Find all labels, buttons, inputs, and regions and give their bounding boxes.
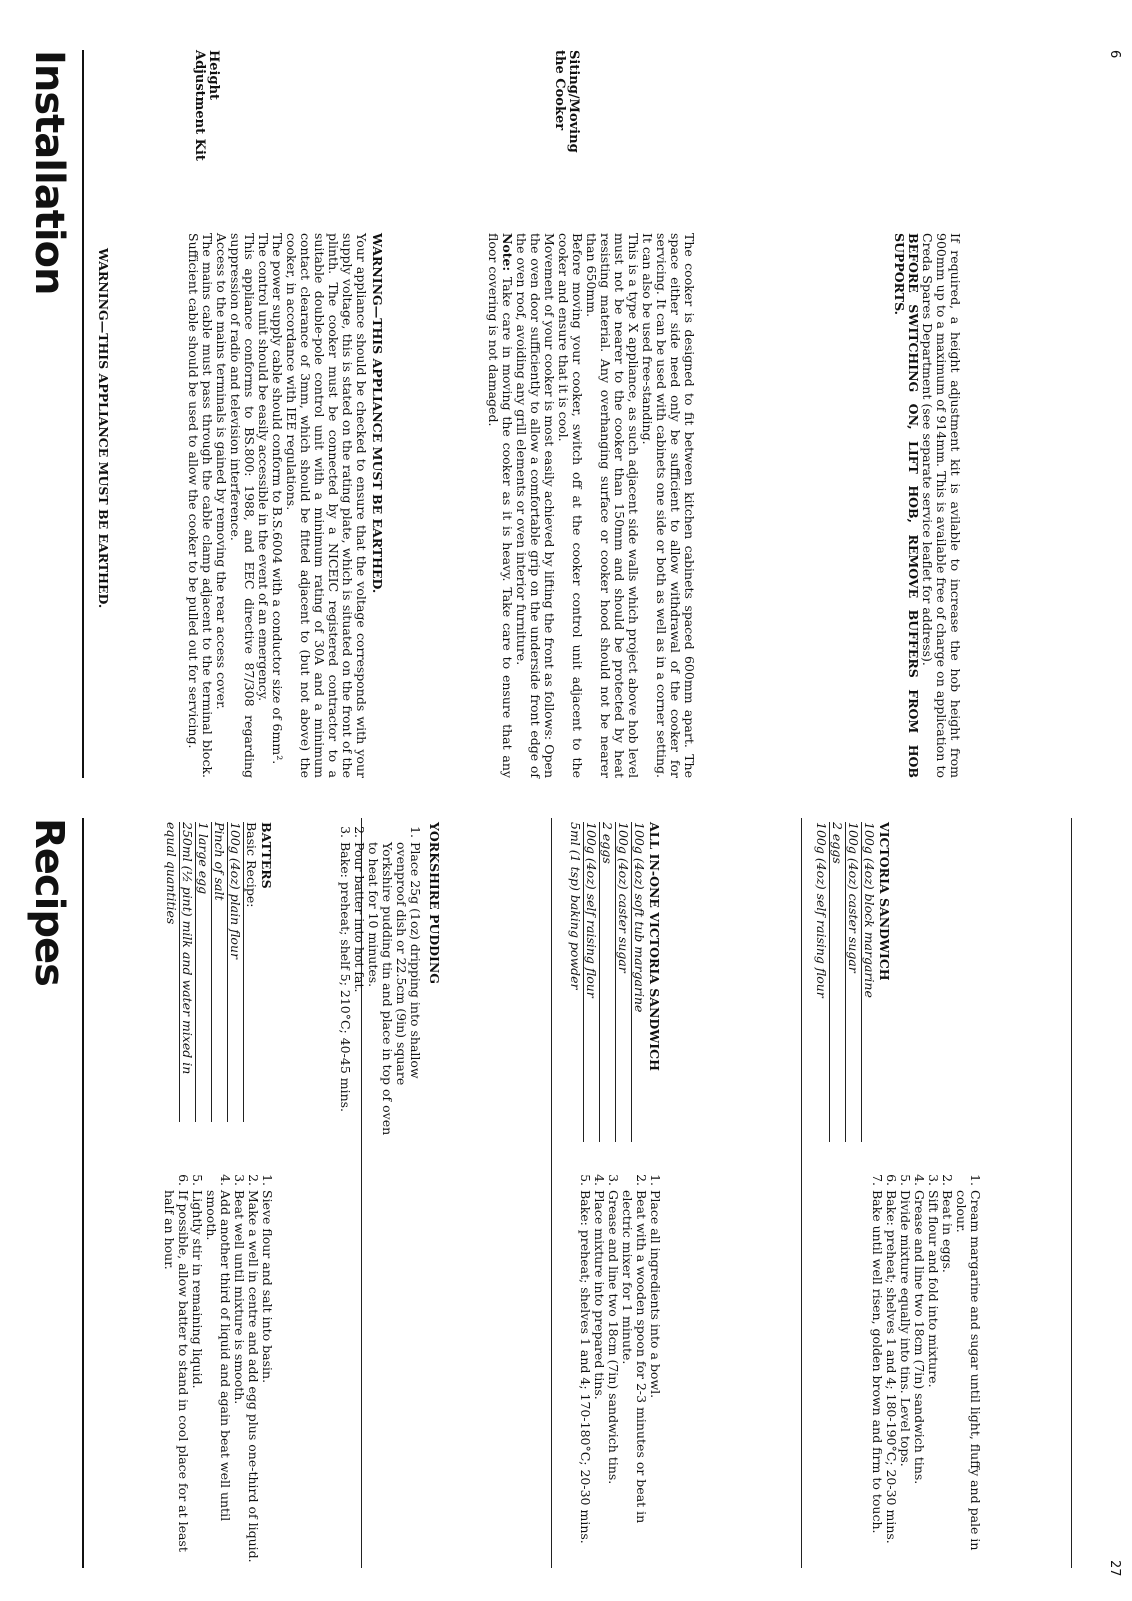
divider-bottom-right [1071, 818, 1072, 1568]
divider-yorkshire-allinone [551, 818, 552, 1568]
height-label [192, 50, 220, 161]
allinone-step: 4. Place mixture into prepared tins. [592, 1190, 606, 1570]
install-real [186, 233, 384, 778]
allinone-method [578, 1170, 662, 1570]
batters-ingredient-5: equal quantities [164, 822, 180, 1122]
allinone-step: 3. Grease and line two 18cm (7in) sandwich tins. [606, 1190, 620, 1570]
victoria-step: 4. Grease and line two 18cm (7in) sandwich tins. [912, 1190, 926, 1570]
batters-ingredient-3: 1 large egg [196, 822, 212, 1122]
siting-label-line1: Siting/Moving [566, 50, 581, 153]
access-paragraph: Access to the mains terminals is gained by removing the rear access cover. [214, 233, 229, 710]
siting-paragraph-3: Before moving your cooker, switch off at the cooker control unit adjacent to the cooker and ensure that it is cool. [556, 233, 585, 778]
victoria-step: 2. Beat in eggs. [940, 1190, 954, 1570]
siting-label-line2: the Cooker [552, 50, 567, 131]
recipes-title: Recipes [26, 818, 72, 986]
allinone-ingredient-5: 5ml (1 tsp) baking powder [568, 822, 584, 1142]
batters-ingredient-1: 100g (4oz) plain flour [228, 822, 244, 1122]
yorkshire-step: 1. Place 25g (1oz) dripping into shallow ovenproof dish or 22.5cm (9in) square Yorkshire pudding tin and place in top of oven to heat for 10 minutes. [366, 842, 422, 1142]
yorkshire-step: 3. Bake: preheat; shelf 5; 210°C; 40-45 mins. [338, 842, 352, 1142]
victoria-ingredient-4: 100g (4oz) self raising flour [814, 822, 830, 1142]
allinone-step: 1. Place all ingredients into a bowl. [648, 1190, 662, 1570]
batters-step: 3. Beat well until mixture is smooth. [232, 1190, 246, 1570]
voltage-paragraph: Your appliance should be checked to ensure that the voltage corresponds with your supply voltage, this is stated on the rating plate, which is situated on the front of the plinth. The cooker must be connected by a NICEIC registered contractor to a suitable double-pole control unit with a minimum rating of 30A and a minimum contact clearance of 3mm, which should be fitted adjacent to (but not above) the cooker, in accordance with IEE regulations. [284, 233, 369, 778]
yorkshire-method [338, 822, 422, 1142]
installation-title-rule [82, 50, 84, 778]
control-unit-paragraph: The control unit should be easily accessible in the event of an emergency. [256, 233, 271, 702]
batters-ingredient-2: Pinch of salt [212, 822, 228, 1122]
warning-line: WARNING—THIS APPLIANCE MUST BE EARTHED. [370, 233, 385, 594]
page-number-right: 27 [1107, 1560, 1122, 1577]
page-number-left: 6 [1107, 50, 1122, 59]
allinone-heading: ALL IN-ONE VICTORIA SANDWICH [647, 822, 662, 1071]
buffers-warning: BEFORE SWITCHING ON, LIFT HOB, REMOVE BUFFERS FROM HOB SUPPORTS. [892, 233, 921, 778]
power-cable-paragraph: The power supply cable should conform to B.S.6004 with a conductor size of 6mm². [270, 233, 285, 765]
allinone-step: 5. Bake: preheat; shelves 1 and 4; 170-180°C; 20-30 mins. [578, 1190, 592, 1570]
yorkshire-recipe [427, 822, 442, 1122]
height-paragraph: If required, a height adjustment kit is avilable to increase the hob height from 900mm up to a maximum of 914mm. This is available free of charge on application to Creda Spares Department (see separate service leaflet for address). [920, 233, 963, 778]
installation-title: Installation [26, 50, 72, 295]
batters-step: 6. If possible, allow batter to stand in cool place for at least half an hour. [162, 1190, 190, 1570]
victoria-ingredients [814, 822, 892, 1142]
victoria-step: 5. Divide mixture equally into tins. Level tops. [898, 1190, 912, 1570]
victoria-ingredient-2: 100g (4oz) caster sugar [846, 822, 862, 1142]
batters-ingredients [164, 822, 274, 1122]
allinone-ingredient-2: 100g (4oz) caster sugar [616, 822, 632, 1142]
batters-step: 4. Add another third of liquid and again beat well until smooth. [204, 1190, 232, 1570]
batters-method [162, 1170, 274, 1570]
siting-note [486, 233, 514, 778]
batters-sub: Basic Recipe: [244, 822, 259, 908]
victoria-step: 7. Bake until well risen, golden brown and firm to touch. [870, 1190, 884, 1570]
warning-heading: WARNING—THIS APPLIANCE MUST BE EARTHED. [96, 248, 111, 609]
victoria-heading: VICTORIA SANDWICH [877, 822, 892, 981]
batters-ingredient-4: 250ml (½ pint) milk and water mixed in [180, 822, 196, 1122]
recipes-title-rule [82, 818, 84, 1568]
height-section [892, 233, 962, 778]
victoria-ingredient-3: 2 eggs [830, 822, 846, 1142]
batters-step: 2. Make a well in centre and add egg plus one-third of liquid. [246, 1190, 260, 1570]
bs800-paragraph: This appliance conforms to BS.800: 1988, and EEC directive 87/308 regarding suppression of radio and television interference. [228, 233, 257, 778]
batters-heading: BATTERS [259, 822, 274, 889]
height-label-line1: Height [206, 50, 221, 101]
siting-paragraph-1: The cooker is designed to fit between kitchen cabinets spaced 600mm apart. The space either side need only be sufficient to allow withdrawal of the cooker for servicing. It can be used with cabinets one side or both as well as in a corner setting. It can also be used free-standing. [640, 233, 697, 778]
note-text: Take care in moving the cooker as it is heavy. Take care to ensure that any floor covering is not damaged. [486, 233, 515, 778]
victoria-step: 1. Cream margarine and sugar until light, fluffy and pale in colour. [954, 1190, 982, 1570]
divider-allinone-victoria [801, 818, 802, 1568]
batters-step: 1. Sieve flour and salt into basin. [260, 1190, 274, 1570]
note-label: Note: [500, 233, 515, 272]
victoria-method [870, 1170, 982, 1570]
victoria-ingredient-1: 100g (4oz) block margarine [862, 822, 877, 998]
victoria-step: 6. Bake: preheat; shelves 1 and 4; 180-190°C; 20-30 mins. [884, 1190, 898, 1570]
yorkshire-step: 2. Pour batter into hot fat. [352, 842, 366, 1142]
batters-step: 5. Lightly stir in remaining liquid. [190, 1190, 204, 1570]
mains-cable-paragraph: The mains cable must pass through the cable clamp adjacent to the terminal block. Sufficient cable should be used to allow the cooker to be pulled out for servicing. [186, 233, 215, 778]
siting-label [552, 50, 580, 153]
yorkshire-heading: YORKSHIRE PUDDING [427, 822, 442, 984]
siting-paragraph-4: Movement of your cooker is most easily achieved by lifting the front as follows: Open the oven door sufficiently to allow a comfortable grip on the underside front edge of the oven roof, avoiding any grill elements or oven interior furniture. [514, 233, 557, 778]
allinone-ingredient-3: 2 eggs [600, 822, 616, 1142]
victoria-step: 3. Sift flour and fold into mixture. [926, 1190, 940, 1570]
allinone-step: 2. Beat with a wooden spoon for 2-3 minutes or beat in electric mixer for 1 minute. [620, 1190, 648, 1570]
allinone-ingredients [568, 822, 662, 1142]
allinone-ingredient-4: 100g (4oz) self raising flour [584, 822, 600, 1142]
allinone-ingredient-1: 100g (4oz) soft tub margarine [632, 822, 647, 1013]
siting-paragraph-2: This is a type X appliance, as such adjacent side walls which project above hob level must not be nearer to the cooker than 150mm and should be protected by heat resisting material. Any overhanging surface or cooker hood should not be nearer than 650mm. [584, 233, 641, 778]
siting-section [486, 233, 696, 778]
height-label-line2: Adjustment Kit [192, 50, 207, 161]
